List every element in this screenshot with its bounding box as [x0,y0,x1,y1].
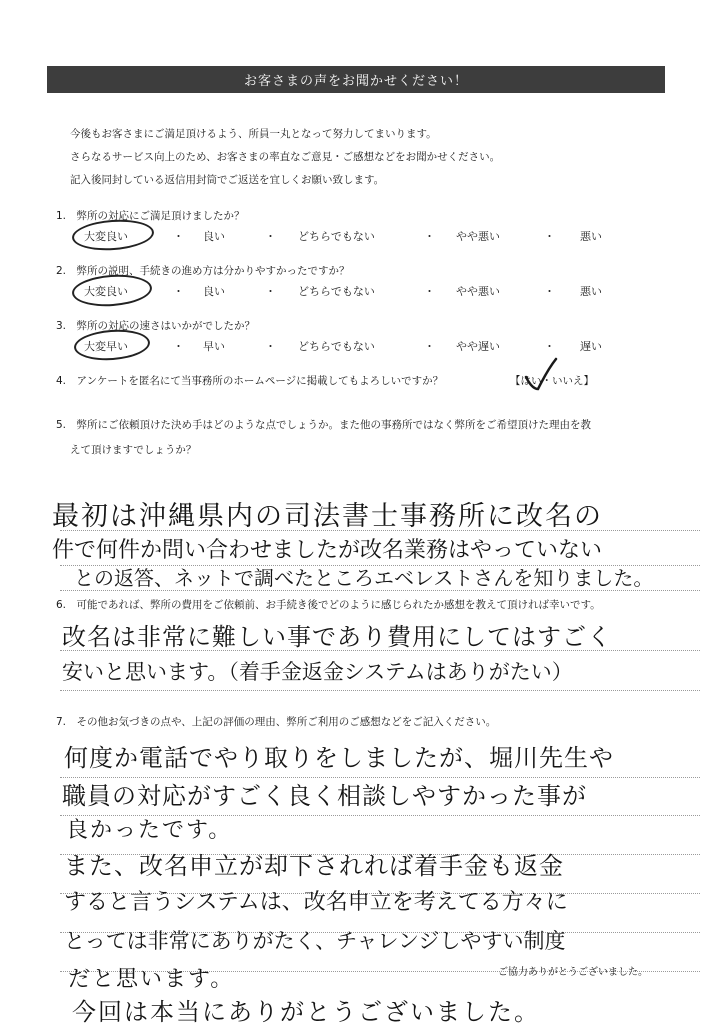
question-5-line-1: 5. 弊所にご依頼頂けた決め手はどのような点でしょうか。また他の事務所ではなく弊所をご希望頂けた理由を教 [56,419,592,431]
question-7: 7. その他お気づきの点や、上記の評価の理由、弊所ご利用のご感想などをご記入ください。 [56,716,497,728]
q1-option-5[interactable]: 悪い [580,230,602,243]
q3-option-4[interactable]: やや遅い [456,340,500,353]
q5-answer-line: 件で何件か問い合わせましたが改名業務はやっていない [52,538,603,563]
q7-answer-line: すると言うシステムは、改名申立を考えてる方々に [64,890,568,915]
intro-line: さらなるサービス向上のため、お客さまの率直なご意見・ご感想などをお聞かせください。 [70,151,501,163]
q7-answer-line: 良かったです。 [66,818,233,843]
q2-option-5[interactable]: 悪い [580,285,602,298]
q6-answer-line: 改名は非常に難しい事であり費用にしてはすごく [62,623,612,651]
q2-option-1[interactable]: 大変良い [84,285,128,298]
survey-title: お客さまの声をお聞かせください！ [243,74,468,89]
q4-check-mark [520,355,560,395]
question-4 [56,373,443,388]
q7-answer-line: 何度か電話でやり取りをしましたが、堀川先生や [64,744,614,772]
question-2: 2. 弊所の説明、手続きの進め方は分かりやすかったですか？ [56,265,350,277]
question-3: 3. 弊所の対応の速さはいかがでしたか？ [56,320,256,332]
q2-option-3[interactable]: どちらでもない [298,285,375,298]
q3-option-5[interactable]: 遅い [580,340,602,353]
q1-option-3[interactable]: どちらでもない [298,230,375,243]
q7-answer-line: とっては非常にありがたく、チャレンジしやすい制度 [64,929,566,953]
q7-answer-line: また、改名申立が却下されれば着手金も返金 [64,852,564,880]
question-2-options: 大変良い ・ 良い ・ どちらでもない ・ やや悪い ・ 悪い [84,285,602,298]
q3-option-1[interactable]: 大変早い [84,340,128,353]
intro-text [70,123,500,192]
q5-answer-line: 最初は沖縄県内の司法書士事務所に改名の [52,501,603,532]
question-1: 1. 弊所の対応にご満足頂けましたか？ [56,210,245,222]
q2-option-4[interactable]: やや悪い [456,285,500,298]
q3-option-3[interactable]: どちらでもない [298,340,375,353]
q2-option-2[interactable]: 良い [203,285,225,298]
survey-header [47,66,665,93]
question-3-options: 大変早い ・ 早い ・ どちらでもない ・ やや遅い ・ 遅い [84,340,602,353]
q1-option-2[interactable]: 良い [203,230,225,243]
q6-answer-line: 安いと思います。（着手金返金システムはありがたい） [62,660,573,684]
q3-option-2[interactable]: 早い [203,340,225,353]
q1-option-4[interactable]: やや悪い [456,230,500,243]
q7-answer-line: 職員の対応がすごく良く相談しやすかった事が [62,782,587,810]
question-5-line-2: えて頂けますでしょうか？ [70,444,197,456]
intro-line: 記入後同封している返信用封筒でご返送を宜しくお願い致します。 [70,174,385,186]
question-4-text: 4. アンケートを匿名にて当事務所のホームページに掲載してもよろしいですか？ [56,375,444,387]
question-6: 6. 可能であれば、弊所の費用をご依頼前、お手続き後でどのように感じられたか感想を教えて頂ければ幸いです。 [56,599,601,611]
q7-answer-line: だと思います。 [68,967,235,992]
q1-option-1[interactable]: 大変良い [84,230,128,243]
question-1-options: 大変良い ・ 良い ・ どちらでもない ・ やや悪い ・ 悪い [84,230,602,243]
q5-answer-line: との返答、ネットで調べたところエベレストさんを知りました。 [74,566,654,590]
q4-options[interactable]: 【はい・いいえ】 [510,375,594,387]
intro-line: 今後もお客さまにご満足頂けるよう、所員一丸となって努力してまいります。 [70,128,437,140]
q7-answer-line: 今回は本当にありがとうございました。 [72,998,540,1026]
thanks-text: ご協力ありがとうございました。 [498,967,648,978]
